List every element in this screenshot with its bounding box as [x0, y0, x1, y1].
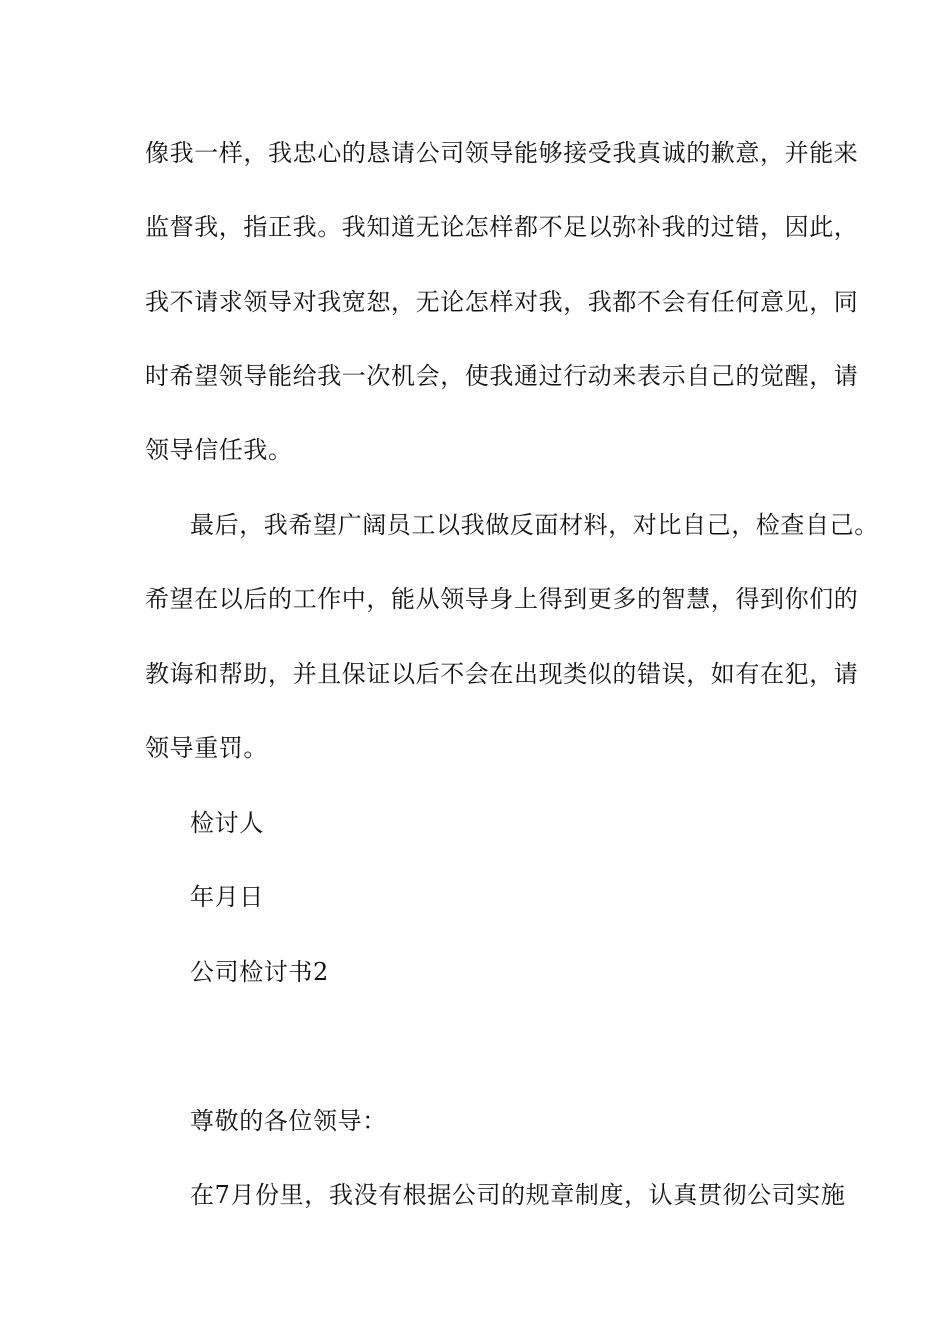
signature-label: 检讨人 — [190, 809, 264, 837]
paragraph-2-line-3: 教诲和帮助，并且保证以后不会在出现类似的错误，如有在犯，请 — [145, 660, 859, 688]
paragraph-2-line-4: 领导重罚。 — [145, 734, 268, 762]
date-label: 年月日 — [190, 883, 264, 911]
paragraph-line-5: 领导信任我。 — [145, 436, 293, 464]
paragraph-line-4: 时希望领导能给我一次机会，使我通过行动来表示自己的觉醒，请 — [145, 362, 859, 390]
paragraph-line-1: 像我一样，我忠心的恳请公司领导能够接受我真诚的歉意，并能来 — [145, 139, 859, 167]
paragraph-line-3: 我不请求领导对我宽恕，无论怎样对我，我都不会有任何意见，同 — [145, 288, 859, 316]
paragraph-3-line-1: 在7月份里，我没有根据公司的规章制度，认真贯彻公司实施 — [190, 1181, 846, 1209]
paragraph-line-2: 监督我，指正我。我知道无论怎样都不足以弥补我的过错，因此， — [145, 213, 859, 241]
section-title: 公司检讨书2 — [190, 958, 329, 986]
paragraph-2-line-1: 最后，我希望广阔员工以我做反面材料，对比自己，检查自己。 — [190, 511, 879, 539]
paragraph-2-line-2: 希望在以后的工作中，能从领导身上得到更多的智慧，得到你们的 — [145, 585, 859, 613]
salutation: 尊敬的各位领导： — [190, 1107, 387, 1135]
